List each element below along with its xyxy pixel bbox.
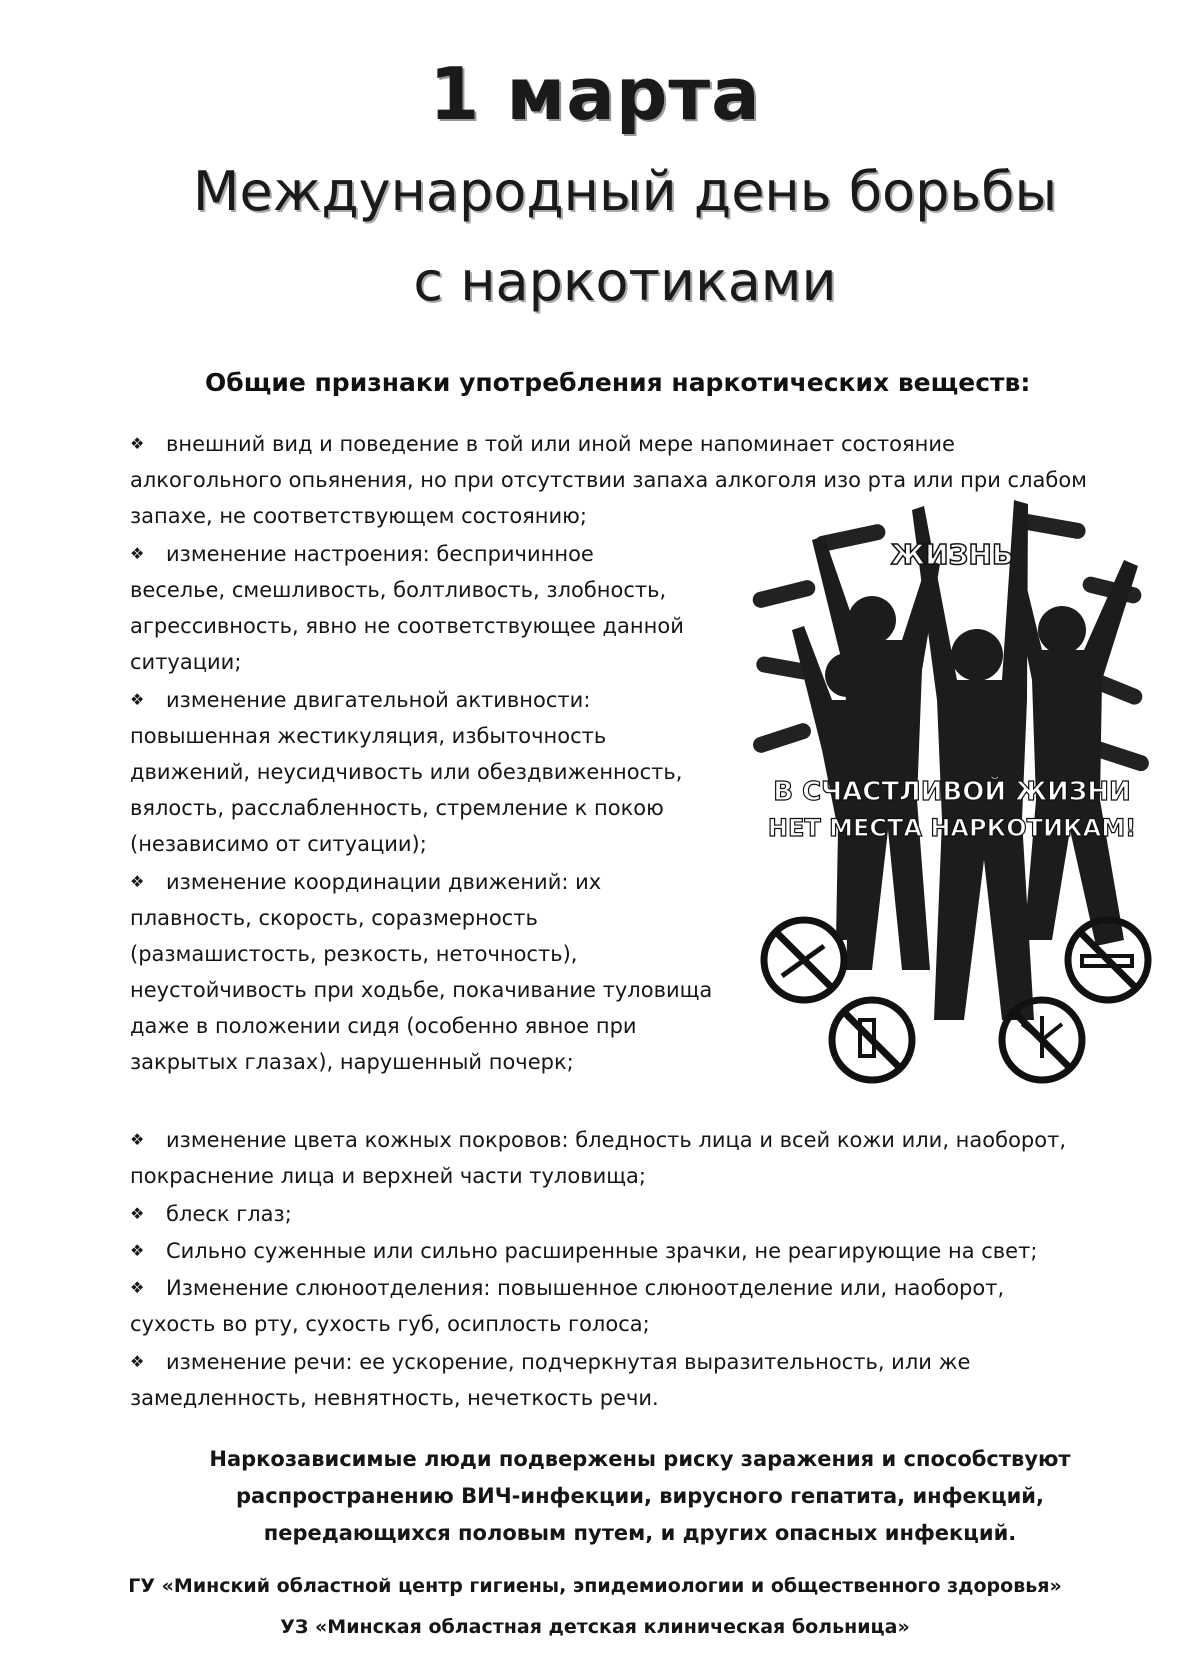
sign-text-first: изменение координации движений: их xyxy=(166,870,602,894)
sign-item-eye-shine xyxy=(130,1196,1140,1232)
bullet-icon: ❖ xyxy=(130,690,145,709)
bullet-icon: ❖ xyxy=(130,544,145,563)
title-line-2: с наркотиками xyxy=(413,250,837,313)
sign-item-coordination xyxy=(130,864,730,1080)
bullet-icon: ❖ xyxy=(130,1204,145,1223)
word-tag xyxy=(752,721,813,755)
poster-illustration xyxy=(752,500,1152,1120)
sign-text-first: изменение настроения: беспричинное xyxy=(166,542,594,566)
sign-text-rest: плавность, скорость, соразмерность (размашистость, резкость, неточность), неустойчивость при ходьбе, покачивание туловища даже в положении сидя (особенно явное при закрытых глазах), нарушенный почерк; xyxy=(130,906,713,1074)
bullet-icon: ❖ xyxy=(130,872,145,891)
sign-item-skin-color xyxy=(130,1122,1140,1194)
no-cannabis-icon xyxy=(1002,1000,1082,1080)
sign-item-mood xyxy=(130,536,730,680)
sign-text-first: изменение речи: ее ускорение, подчеркнутая выразительность, или же xyxy=(166,1350,971,1374)
sign-text-rest: веселье, смешливость, болтливость, злобность, агрессивность, явно не соответствующее данной ситуации; xyxy=(130,578,684,674)
sign-item-motor-activity xyxy=(130,682,730,862)
no-syringe-icon xyxy=(764,920,844,1000)
closing-statement: Наркозависимые люди подвержены риску заражения и способствуют распространению ВИЧ-инфекции, вирусного гепатита, инфекций, передающихся половым путем, и других опасных инфекций. xyxy=(209,1447,1071,1545)
sign-text-first: блеск глаз; xyxy=(166,1202,292,1226)
sign-text-first: изменение двигательной активности: xyxy=(166,688,591,712)
poster-top-word: ЖИЗНЬ xyxy=(890,538,1014,571)
bullet-icon: ❖ xyxy=(130,434,145,453)
anti-drug-poster xyxy=(752,500,1152,1120)
title-line-1: Международный день борьбы xyxy=(192,160,1058,223)
sign-item-speech xyxy=(130,1344,1140,1416)
organization-2: УЗ «Минская областная детская клиническая больница» xyxy=(280,1616,910,1638)
sign-text-first: внешний вид и поведение в той или иной мере напоминает состояние xyxy=(166,432,955,456)
sign-text-first: Сильно суженные или сильно расширенные зрачки, не реагирующие на свет; xyxy=(166,1239,1038,1263)
sign-text-first: изменение цвета кожных покровов: бледность лица и всей кожи или, наоборот, xyxy=(166,1128,1067,1152)
sign-text-rest: замедленность, невнятность, нечеткость речи. xyxy=(130,1386,659,1410)
bullet-icon: ❖ xyxy=(130,1278,145,1297)
organization-1: ГУ «Минский областной центр гигиены, эпидемиологии и общественного здоровья» xyxy=(128,1575,1062,1597)
poster-slogan-line-2: НЕТ МЕСТА НАРКОТИКАМ! xyxy=(767,814,1137,842)
bullet-icon: ❖ xyxy=(130,1352,145,1371)
poster-slogan-line-1: В СЧАСТЛИВОЙ ЖИЗНИ xyxy=(773,777,1131,807)
sign-item-salivation xyxy=(130,1270,1140,1342)
word-tag xyxy=(752,578,817,609)
sign-text-rest: покраснение лица и верхней части туловища; xyxy=(130,1164,646,1188)
bullet-icon: ❖ xyxy=(130,1130,145,1149)
sign-text-rest: повышенная жестикуляция, избыточность движений, неусидчивость или обездвиженность, вялость, расслабленность, стремление к покою (независимо от ситуации); xyxy=(130,724,683,856)
signs-subheading: Общие признаки употребления наркотических веществ: xyxy=(205,368,1031,397)
sign-text-rest: алкогольного опьянения, но при отсутствии запаха алкоголя изо рта или при слабом запахе, не соответствующем состоянию; xyxy=(130,468,1088,528)
bullet-icon: ❖ xyxy=(130,1241,145,1260)
no-alcohol-icon xyxy=(832,1000,912,1080)
sign-text-first: Изменение слюноотделения: повышенное слюноотделение или, наоборот, xyxy=(166,1276,1005,1300)
sign-text-rest: сухость во рту, сухость губ, осиплость голоса; xyxy=(130,1312,650,1336)
date-heading: 1 марта xyxy=(429,52,761,136)
sign-item-pupils xyxy=(130,1233,1140,1269)
